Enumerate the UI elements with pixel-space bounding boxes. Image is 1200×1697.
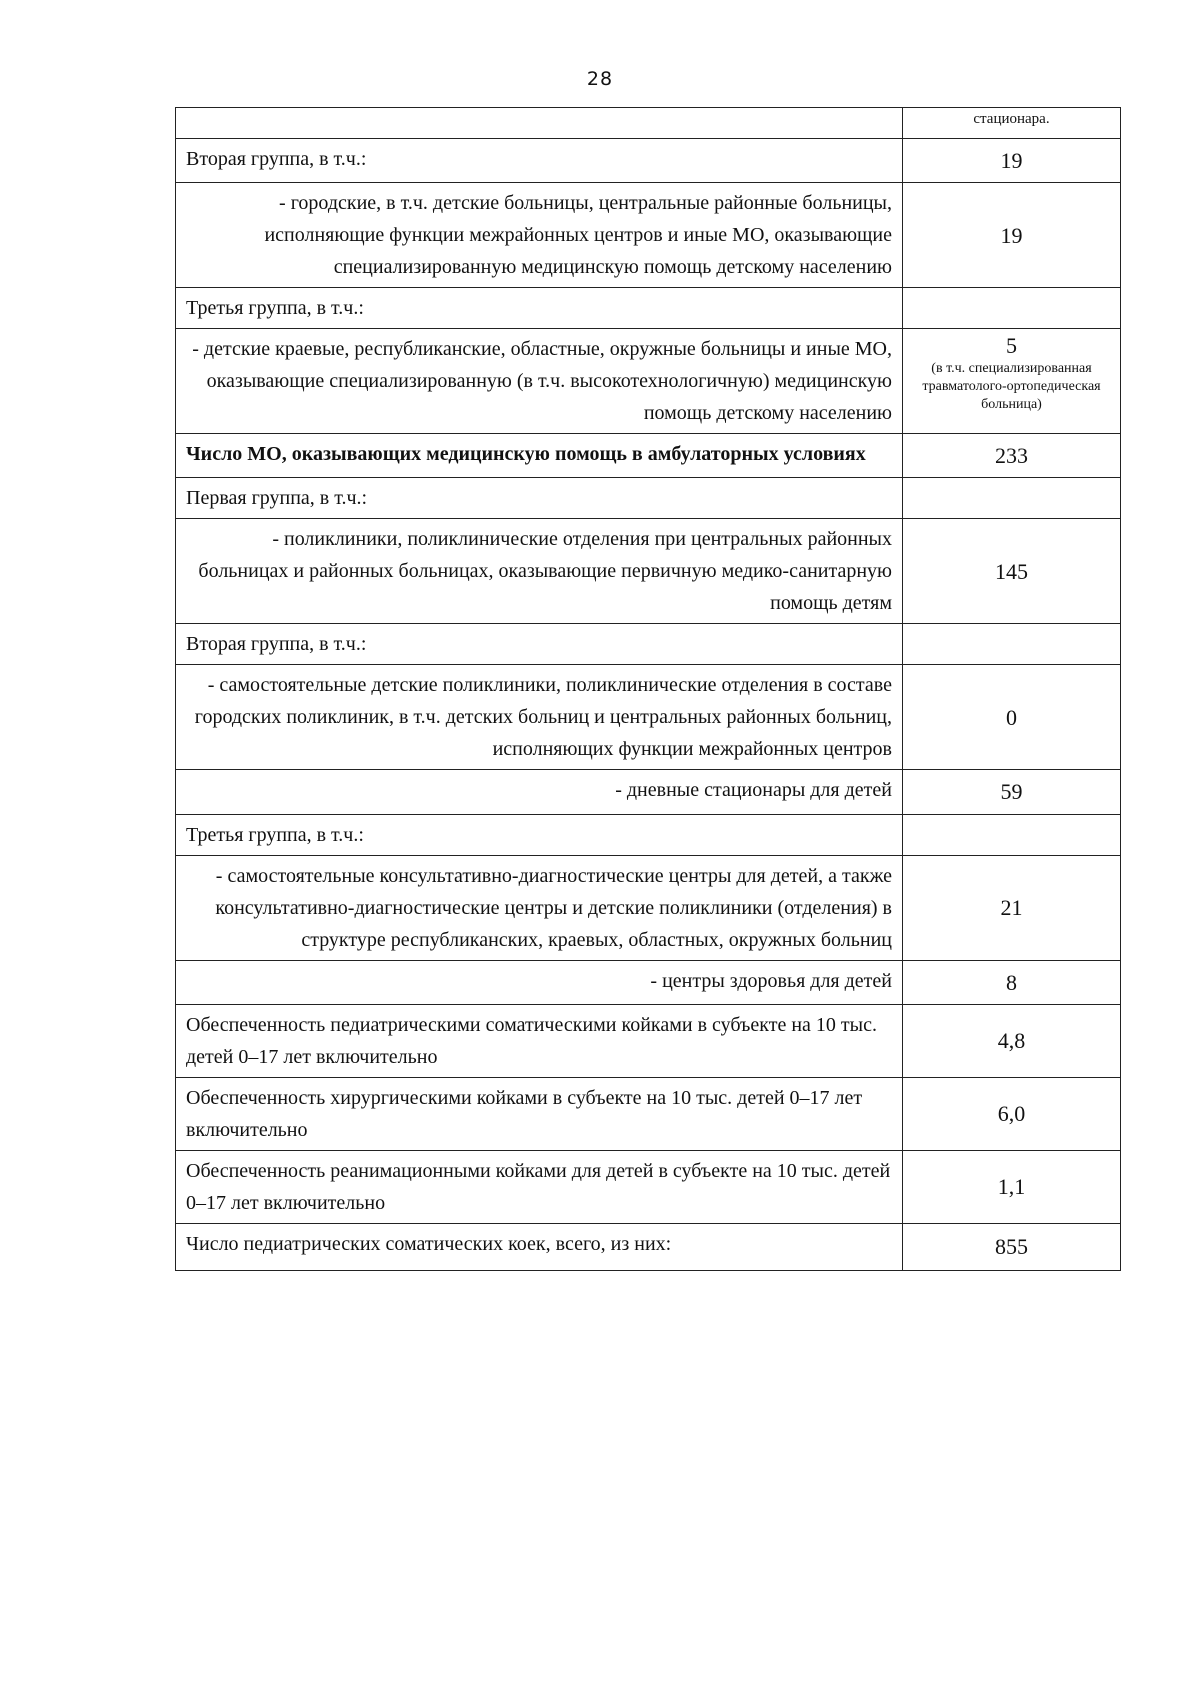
table-row	[176, 1077, 1121, 1150]
row-label: Первая группа, в т.ч.:	[176, 478, 903, 519]
row-label: Обеспеченность хирургическими койками в субъекте на 10 тыс. детей 0–17 лет включительно	[176, 1077, 903, 1150]
row-value: 19	[903, 139, 1121, 183]
row-label: Третья группа, в т.ч.:	[176, 814, 903, 855]
row-value	[903, 288, 1121, 329]
page-number: 28	[586, 68, 614, 90]
row-value-group	[903, 329, 1121, 434]
row-label: Вторая группа, в т.ч.:	[176, 624, 903, 665]
row-value: 19	[903, 183, 1121, 288]
indicators-table	[175, 107, 1121, 1271]
row-note: (в т.ч. специализированная травматолого-ортопедическая больница)	[922, 360, 1101, 412]
row-value: стационара.	[903, 108, 1121, 139]
table-row	[176, 960, 1121, 1004]
row-label: Число МО, оказывающих медицинскую помощь в амбулаторных условиях	[176, 434, 903, 478]
row-value: 6,0	[903, 1077, 1121, 1150]
row-label: Вторая группа, в т.ч.:	[176, 139, 903, 183]
table-row	[176, 329, 1121, 434]
table-row	[176, 288, 1121, 329]
row-value: 1,1	[903, 1150, 1121, 1223]
table-row	[176, 855, 1121, 960]
row-value	[903, 814, 1121, 855]
row-label: - центры здоровья для детей	[176, 960, 903, 1004]
row-value	[903, 478, 1121, 519]
row-label: Третья группа, в т.ч.:	[176, 288, 903, 329]
row-label: - поликлиники, поликлинические отделения при центральных районных больницах и районных больницах, оказывающие первичную медико-санитарную помощь детям	[176, 519, 903, 624]
row-value: 59	[903, 770, 1121, 814]
table-row	[176, 108, 1121, 139]
table-row	[176, 1223, 1121, 1270]
table-row	[176, 139, 1121, 183]
row-label: Число педиатрических соматических коек, всего, из них:	[176, 1223, 903, 1270]
row-value: 145	[903, 519, 1121, 624]
row-label: - дневные стационары для детей	[176, 770, 903, 814]
table-row	[176, 814, 1121, 855]
table-row	[176, 665, 1121, 770]
row-label: - детские краевые, республиканские, областные, окружные больницы и иные МО, оказывающие специализированную (в т.ч. высокотехнологичную) медицинскую помощь детскому населению	[176, 329, 903, 434]
row-value: 8	[903, 960, 1121, 1004]
row-label: - городские, в т.ч. детские больницы, центральные районные больницы, исполняющие функции межрайонных центров и иные МО, оказывающие специализированную медицинскую помощь детскому населению	[176, 183, 903, 288]
row-value: 21	[903, 855, 1121, 960]
table-row	[176, 183, 1121, 288]
table-row	[176, 519, 1121, 624]
table-row	[176, 1004, 1121, 1077]
table-row	[176, 624, 1121, 665]
row-value: 0	[903, 665, 1121, 770]
table-row	[176, 770, 1121, 814]
row-value: 4,8	[903, 1004, 1121, 1077]
row-value: 855	[903, 1223, 1121, 1270]
row-label: - самостоятельные детские поликлиники, поликлинические отделения в составе городских поликлиник, в т.ч. детских больниц и центральных районных больниц, исполняющих функции межрайонных центров	[176, 665, 903, 770]
row-value: 233	[903, 434, 1121, 478]
row-label	[176, 108, 903, 139]
row-value: 5	[1006, 333, 1017, 359]
row-label: Обеспеченность педиатрическими соматическими койками в субъекте на 10 тыс. детей 0–17 лет включительно	[176, 1004, 903, 1077]
table-row	[176, 1150, 1121, 1223]
row-label: - самостоятельные консультативно-диагностические центры для детей, а также консультативно-диагностические центры и детские поликлиники (отделения) в структуре республиканских, краевых, областных, окружных больниц	[176, 855, 903, 960]
row-label: Обеспеченность реанимационными койками для детей в субъекте на 10 тыс. детей 0–17 лет включительно	[176, 1150, 903, 1223]
row-value	[903, 624, 1121, 665]
table-row	[176, 478, 1121, 519]
table-row	[176, 434, 1121, 478]
